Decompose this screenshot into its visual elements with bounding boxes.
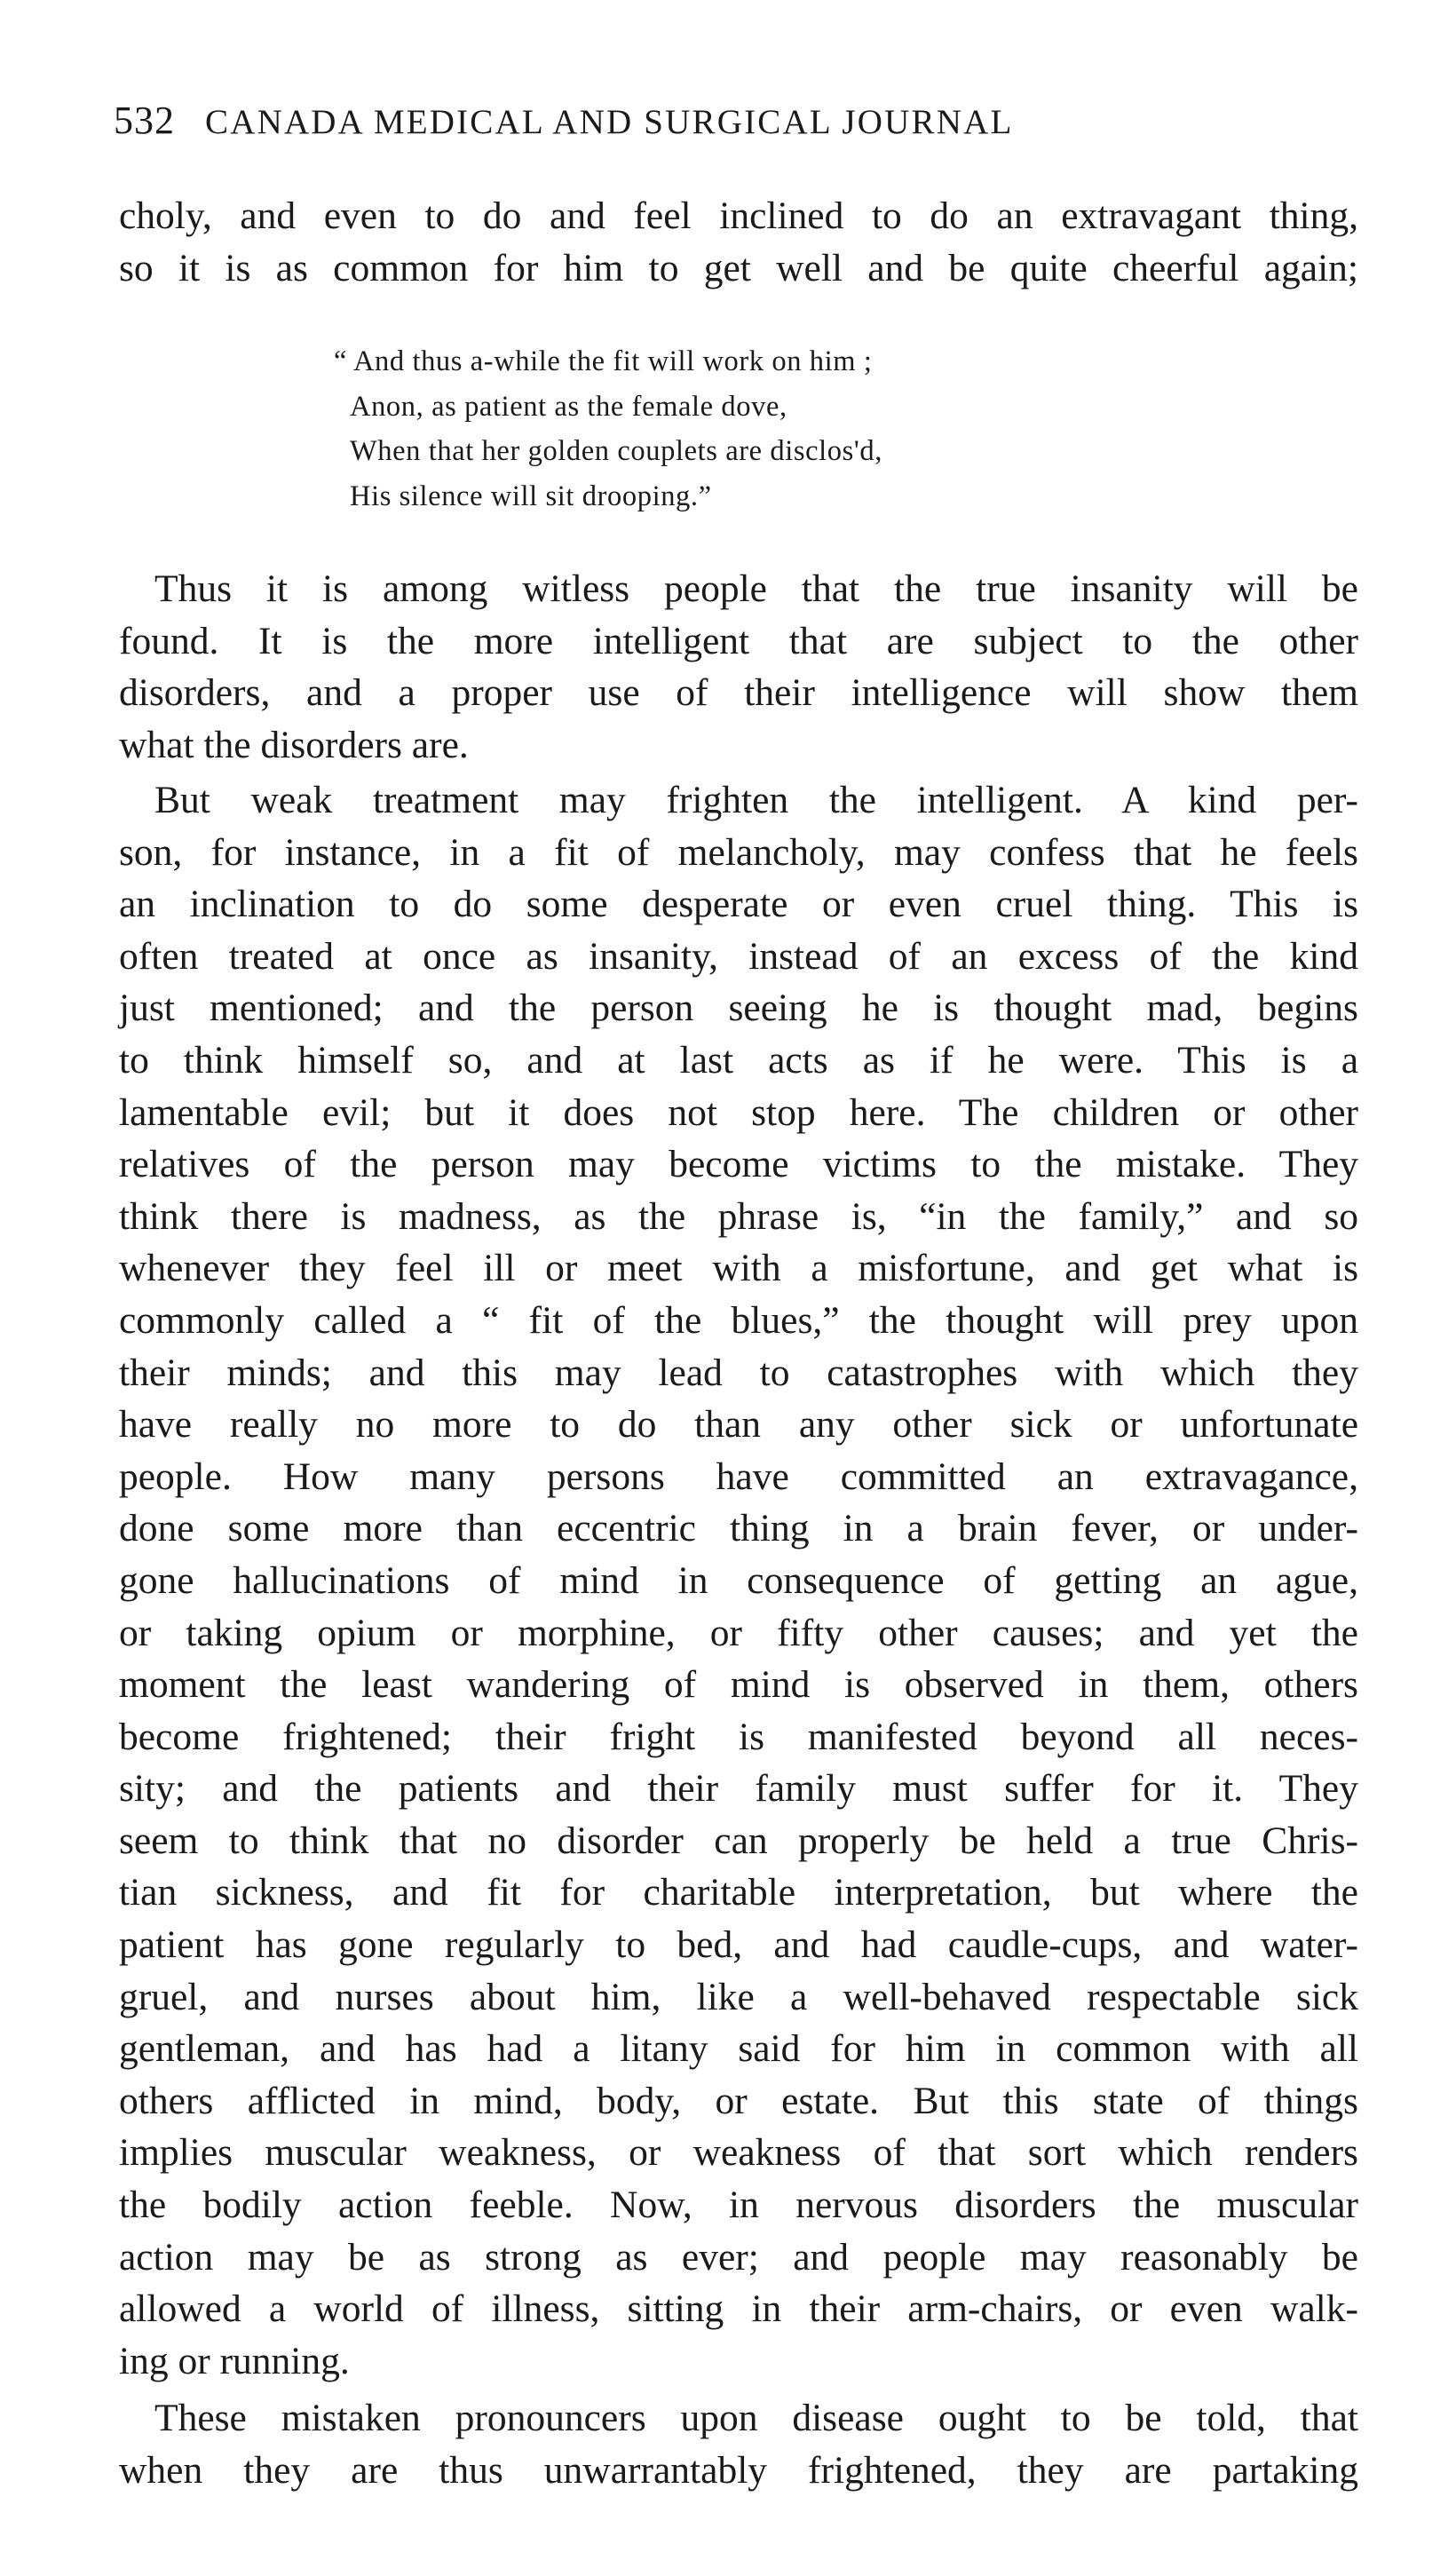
text-line: the bodily action feeble. Now, in nervous disorders the muscular [119, 2184, 1358, 2227]
text-line: commonly called a “ fit of the blues,” the thought will prey upon [119, 1298, 1358, 1342]
text-line: when they are thus unwarrantably frightened, they are partaking [119, 2448, 1358, 2492]
text-line: disorders, and a proper use of their intelligence will show them [119, 671, 1358, 715]
journal-title: CANADA MEDICAL AND SURGICAL JOURNAL [205, 103, 1014, 141]
text-line: or taking opium or morphine, or fifty other causes; and yet the [119, 1611, 1358, 1654]
text-line: to think himself so, and at last acts as if he were. This is a [119, 1038, 1358, 1082]
text-line: moment the least wandering of mind is observed in them, others [119, 1663, 1358, 1707]
text-line: relatives of the person may become victims to the mistake. They [119, 1143, 1358, 1186]
text-line: implies muscular weakness, or weakness of that sort which renders [119, 2131, 1358, 2175]
text-line: found. It is the more intelligent that are subject to the other [119, 619, 1358, 662]
text-line: done some more than eccentric thing in a brain fever, or under- [119, 1507, 1358, 1550]
text-line: lamentable evil; but it does not stop here. The children or other [119, 1090, 1358, 1134]
verse-line: When that her golden couplets are disclos'd, [350, 435, 882, 467]
verse-line: “ And thus a-while the fit will work on him ; [334, 345, 873, 377]
page-number: 532 [114, 99, 175, 142]
text-line: what the disorders are. [119, 723, 469, 766]
text-line: often treated at once as insanity, instead of an excess of the kind [119, 934, 1358, 978]
text-line: gone hallucinations of mind in consequence of getting an ague, [119, 1558, 1358, 1602]
text-line: people. How many persons have committed an extravagance, [119, 1454, 1358, 1498]
paragraph-2 [119, 774, 1358, 2387]
text-line: allowed a world of illness, sitting in their arm-chairs, or even walk- [119, 2287, 1358, 2331]
opening-text [119, 190, 1358, 294]
text-line: have really no more to do than any other sick or unfortunate [119, 1403, 1358, 1447]
text-line: gentleman, and has had a litany said for him in common with all [119, 2027, 1358, 2071]
text-line: so it is as common for him to get well and be quite cheerful again; [119, 246, 1358, 289]
text-line: choly, and even to do and feel inclined to do an extravagant thing, [119, 194, 1358, 237]
text-line: just mentioned; and the person seeing he is thought mad, begins [119, 987, 1358, 1030]
text-line: gruel, and nurses about him, like a well-behaved respectable sick [119, 1975, 1358, 2018]
paragraph-1 [119, 563, 1358, 771]
text-line: action may be as strong as ever; and people may reasonably be [119, 2235, 1358, 2279]
text-line: Thus it is among witless people that the true insanity will be [154, 567, 1358, 610]
text-line: patient has gone regularly to bed, and had caudle-cups, and water- [119, 1923, 1358, 1967]
verse-line: Anon, as patient as the female dove, [350, 390, 787, 423]
text-line: seem to think that no disorder can properly be held a true Chris- [119, 1819, 1358, 1862]
paragraph-3 [119, 2392, 1358, 2496]
text-line: sity; and the patients and their family must suffer for it. They [119, 1767, 1358, 1811]
text-line: others afflicted in mind, body, or estate. But this state of things [119, 2079, 1358, 2122]
text-line: But weak treatment may frighten the intelligent. A kind per- [154, 779, 1358, 821]
text-line: whenever they feel ill or meet with a misfortune, and get what is [119, 1247, 1358, 1290]
text-line: tian sickness, and fit for charitable interpretation, but where the [119, 1871, 1358, 1914]
text-line: ing or running. [119, 2339, 350, 2382]
text-line: an inclination to do some desperate or even cruel thing. This is [119, 883, 1358, 926]
text-line: think there is madness, as the phrase is, “in the family,” and so [119, 1194, 1358, 1238]
text-line: These mistaken pronouncers upon disease ought to be told, that [154, 2397, 1358, 2439]
verse-line: His silence will sit drooping.” [350, 480, 712, 512]
text-line: son, for instance, in a fit of melancholy, may confess that he feels [119, 830, 1358, 874]
text-line: their minds; and this may lead to catastrophes with which they [119, 1351, 1358, 1394]
text-line: become frightened; their fright is manifested beyond all neces- [119, 1715, 1358, 1758]
verse-quotation [334, 339, 1168, 519]
running-head [114, 98, 1357, 151]
